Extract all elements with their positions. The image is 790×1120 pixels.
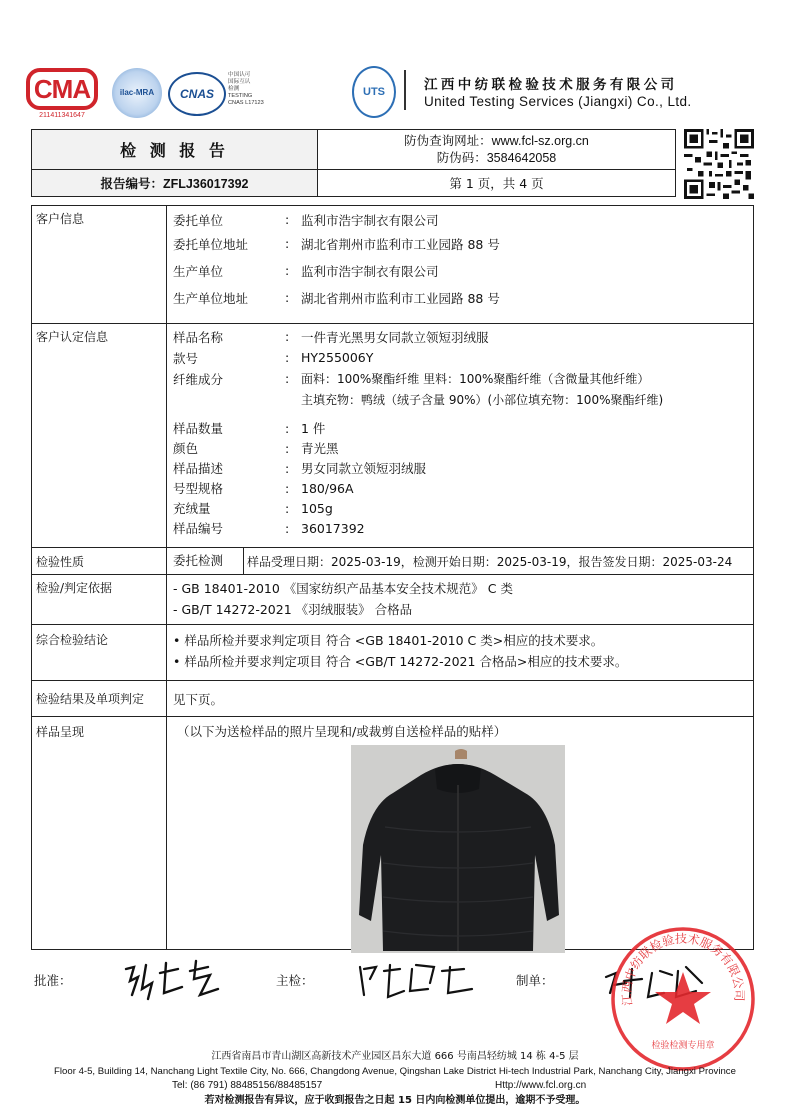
row-key: 充绒量 [173, 501, 211, 516]
basis-label: 检验/判定依据 [32, 575, 167, 625]
row-key: 生产单位 [173, 263, 224, 279]
row-value: 1 件 [301, 421, 326, 436]
basis-item: - GB/T 14272-2021 《羽绒服装》 合格品 [173, 602, 413, 617]
cnas-accreditation-text [228, 72, 278, 107]
test-nature-content [167, 548, 754, 575]
row-value: 面料：100%聚酯纤维 里料：100%聚酯纤维（含微量其他纤维） [301, 372, 650, 386]
row-key: 委托单位地址 [173, 236, 249, 252]
verify-url: 防伪查询网址：www.fcl-sz.org.cn [404, 133, 589, 148]
cnas-line: TESTING [228, 93, 253, 99]
row-value: 180/96A [301, 480, 354, 496]
verify-code: 防伪码：3584642058 [436, 150, 557, 165]
sample-info-row: 样品名称 : 一件青光黑男女同款立领短羽绒服 [167, 326, 753, 347]
sample-info-row [167, 389, 753, 410]
ilac-mra-logo: ilac-MRA [112, 68, 162, 118]
header-divider [404, 70, 406, 110]
sample-photo-label: 样品呈现 [32, 717, 167, 950]
basis-content [167, 575, 754, 625]
cnas-line: CNAS L17123 [228, 100, 264, 106]
results-label: 检验结果及单项判定 [32, 681, 167, 717]
cnas-logo: CNAS [168, 72, 226, 116]
row-key: 样品编号 [173, 521, 224, 536]
row-value: 青光黑 [301, 441, 339, 456]
cnas-line: 中国认可 [228, 72, 251, 78]
cnas-line: 国际互认 [228, 79, 251, 85]
row-key: 纤维成分 [173, 371, 224, 387]
row-value: 湖北省荆州市监利市工业园路 88 号 [301, 236, 500, 252]
client-info-row: 生产单位地址 : 湖北省荆州市监利市工业园路 88 号 [167, 284, 753, 311]
footer-address-en: Floor 4-5, Building 14, Nanchang Light Textile City, No. 666, Changdong Avenue, Qingshan Lake District Hi-tech Industrial Park, Nanchang City, Jiangxi Province [54, 1065, 736, 1077]
approver-signature-icon [120, 959, 240, 1003]
report-number-label: 报告编号： [100, 176, 164, 191]
client-info-label: 客户信息 [32, 206, 167, 324]
row-key: 号型规格 [173, 481, 224, 496]
sample-photo-caption: （以下为送检样品的照片呈现和/或裁剪自送检样品的贴样） [177, 724, 507, 739]
test-type: 委托检测 [167, 548, 244, 574]
sample-info-row: 款号 : HY255006Y [167, 347, 753, 368]
sample-jacket-photo [351, 745, 565, 953]
make-label: 制单： [516, 973, 554, 988]
cma-logo [26, 68, 98, 118]
sample-info-row: 样品描述 : 男女同款立领短羽绒服 [167, 458, 753, 478]
row-key: 样品名称 [173, 329, 224, 345]
company-name-cn: 江西中纺联检验技术服务有限公司 [424, 77, 678, 93]
conclusion-item: • 样品所检并要求判定项目 符合 <GB 18401-2010 C 类>相应的技术要求。 [173, 633, 604, 648]
page-info: 第 1 页，共 4 页 [318, 170, 676, 197]
basis-item: - GB 18401-2010 《国家纺织产品基本安全技术规范》 C 类 [173, 581, 513, 596]
report-header-table [31, 129, 676, 197]
row-value: HY255006Y [301, 350, 374, 365]
approve-label: 批准： [34, 973, 72, 988]
footer-url[interactable]: Http://www.fcl.org.cn [495, 1080, 587, 1091]
footer-tel: Tel: (86 791) 88485156/88485157 [172, 1080, 323, 1091]
row-value: 监利市浩宇制衣有限公司 [301, 212, 439, 228]
company-name-en: United Testing Services (Jiangxi) Co., Ltd. [424, 94, 692, 109]
row-key: 样品数量 [173, 421, 224, 436]
row-value: 监利市浩宇制衣有限公司 [301, 263, 439, 279]
row-value: 男女同款立领短羽绒服 [301, 461, 427, 476]
review-label: 主检： [276, 973, 314, 988]
reviewer-signature-icon [354, 961, 484, 1003]
sample-info-row: 样品数量 : 1 件 [167, 418, 753, 438]
sample-info-row: 充绒量 : 105g [167, 498, 753, 518]
client-info-row: 委托单位 : 监利市浩宇制衣有限公司 [167, 209, 753, 230]
client-info-row: 委托单位地址 : 湖北省荆州市监利市工业园路 88 号 [167, 230, 753, 257]
test-dates: 样品受理日期：2025-03-19，检测开始日期：2025-03-19，报告签发日期：2025-03-24 [247, 554, 733, 569]
row-key: 委托单位 [173, 212, 224, 228]
conclusion-item: • 样品所检并要求判定项目 符合 <GB/T 14272-2021 合格品>相应的技术要求。 [173, 654, 628, 669]
row-key: 样品描述 [173, 461, 224, 476]
client-confirmed-content [167, 324, 754, 548]
row-value: 一件青光黑男女同款立领短羽绒服 [301, 329, 489, 345]
results-value: 见下页。 [173, 692, 224, 707]
cma-number: 211411341647 [39, 112, 85, 119]
qr-code-icon [684, 129, 754, 199]
client-confirmed-label: 客户认定信息 [32, 324, 167, 548]
footer [0, 1050, 790, 1108]
client-info-row: 生产单位 : 监利市浩宇制衣有限公司 [167, 257, 753, 284]
client-info-content [167, 206, 754, 324]
row-value: 36017392 [301, 520, 365, 536]
conclusion-label: 综合检验结论 [32, 625, 167, 681]
uts-logo: UTS [352, 66, 396, 118]
report-number: ZFLJ36017392 [163, 177, 249, 191]
row-key: 生产单位地址 [173, 290, 249, 306]
stamp-text: 江西中纺联检验技术服务有限公司 [619, 931, 747, 1007]
stamp-subtext: 检验检测专用章 [651, 1041, 715, 1051]
sample-info-row: 纤维成分 : 面料：100%聚酯纤维 里料：100%聚酯纤维（含微量其他纤维） [167, 368, 753, 389]
sample-info-row: 样品编号 : 36017392 [167, 518, 753, 538]
row-value: 湖北省荆州市监利市工业园路 88 号 [301, 290, 500, 306]
row-value: 主填充物：鸭绒（绒子含量 90%）(小部位填充物：100%聚酯纤维) [301, 393, 664, 407]
cma-label: CMA [26, 68, 98, 110]
conclusion-content [167, 625, 754, 681]
sample-info-row: 颜色 : 青光黑 [167, 438, 753, 458]
row-value: 105g [301, 500, 333, 516]
report-title: 检 测 报 告 [32, 130, 318, 170]
row-key: 颜色 [173, 441, 199, 456]
footer-dispute-note: 若对检测报告有异议，应于收到报告之日起 15 日内向检测单位提出，逾期不予受理。 [204, 1094, 586, 1106]
row-key: 款号 [173, 350, 199, 366]
report-number-cell [32, 170, 318, 197]
cnas-line: 检测 [228, 86, 240, 92]
footer-address-cn: 江西省南昌市青山湖区高新技术产业园区昌东大道 666 号南昌轻纺城 14 栋 4-5 层 [211, 1051, 579, 1062]
results-content [167, 681, 754, 717]
verify-info [318, 130, 676, 170]
test-nature-label: 检验性质 [32, 548, 167, 575]
sample-info-row: 号型规格 : 180/96A [167, 478, 753, 498]
